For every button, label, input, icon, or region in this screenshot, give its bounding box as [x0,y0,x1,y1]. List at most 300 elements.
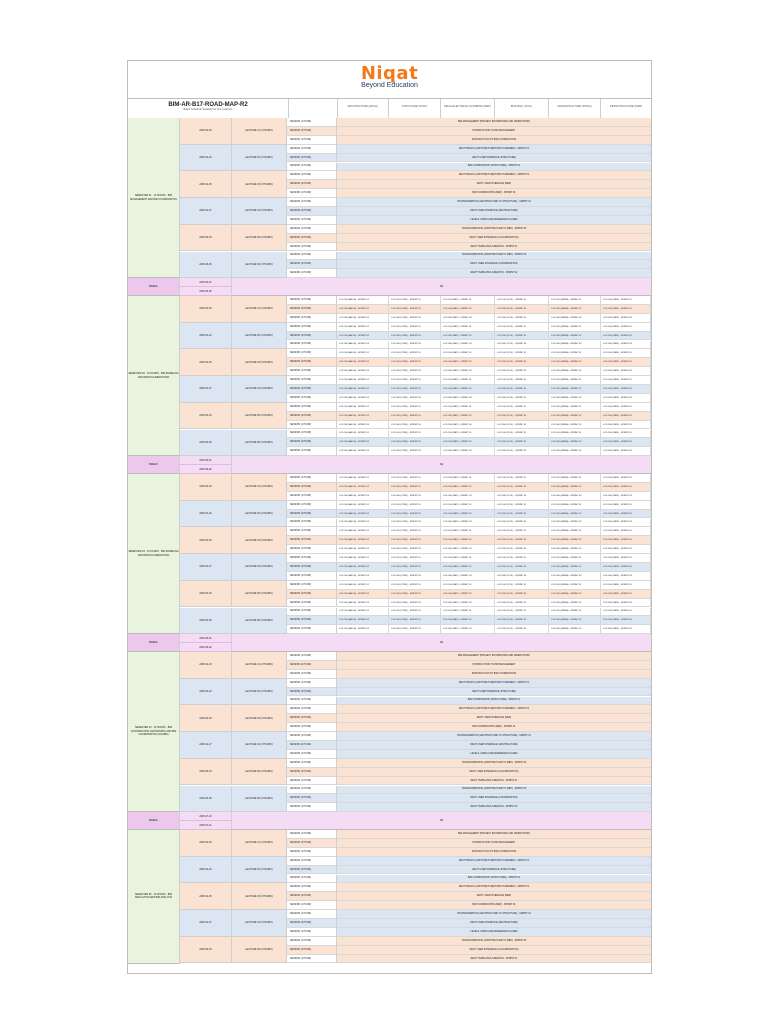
grid-cell: LOD 100 (CIVIL) - SPRINT 01 [495,376,549,385]
lecture-label: LECTURE 01 (3 HOURS) [232,296,287,323]
grid-cell: LOD 100 (CIVIL) - SPRINT 01 [495,581,549,590]
grid-cell: LOD 100 (INFRA) - SPRINT 01 [549,581,601,590]
session-topic: BIM COORDINATION (MEP) - SPRINT 01 [337,189,651,198]
session-label: SESSION (2 HOUR) [287,510,337,519]
grid-cell: LOD 100 (CIVIL) - SPRINT 01 [495,349,549,358]
grid-cell: LOD 100 (CIVIL) - SPRINT 01 [495,554,549,563]
grid-cell: LOD 200 (ARCH) - SPRINT 02 [337,563,389,572]
session-topic: REVIT USER INTERFACE (STRUCTURE) [337,866,651,875]
column-header: INFRASTRUCTURE (INFRA) [549,99,601,118]
grid-cell: LOD 300 (MEP) - SPRINT 03 [441,341,495,350]
session-topic: REVIT USER INTERFACE (COLLABORATION) [337,768,651,777]
grid-cell: LOD 200 (INFR) - SPRINT 02 [601,563,651,572]
session-label: SESSION (1 HOUR) [287,670,337,679]
session-label: SESSION (1 HOUR) [287,430,337,439]
session-topic: REVIT BASICS (ARCHITECTURE/STRUCTURE/MEP) - SPRINT 02 [337,705,651,714]
grid-cell: LOD 300 (CIVIL) - SPRINT 03 [495,367,549,376]
grid-cell: LOD 100 (STRU) - SPRINT 01 [389,474,441,483]
roadmap-subtitle: Batch Schedule Suitable For Our Learners [183,108,233,111]
lecture-label: LECTURE 02 (3 HOURS) [232,679,287,706]
grid-cell: LOD 100 (MEP) - SPRINT 01 [441,296,495,305]
session-label: SESSION (1 HOUR) [287,786,337,795]
session-label: SESSION (1 HOUR) [287,216,337,225]
grid-cell: LOD 300 (CIVIL) - SPRINT 03 [495,572,549,581]
grid-cell: LOD 200 (STRU) - SPRINT 02 [389,438,441,447]
break-date: 2025-05-01 [180,456,232,465]
session-topic: REVIT TEMPLATES CREATION - SPRINT 01 [337,777,651,786]
session-label: SESSION (1 HOUR) [287,403,337,412]
session-label: SESSION (1 HOUR) [287,599,337,608]
roadmap-title: BIM-AR-B17-ROAD-MAP-R2 [168,102,248,108]
grid-cell: LOD 100 (INFRA) - SPRINT 01 [549,349,601,358]
column-header: STRUCTURE (STRU) [389,99,441,118]
grid-cell: LOD 300 (MEP) - SPRINT 03 [441,625,495,634]
grid-cell: LOD 200 (MEP) - SPRINT 02 [441,483,495,492]
grid-cell: LOD 300 (MEP) - SPRINT 03 [441,492,495,501]
grid-cell: LOD 200 (ARCH) - SPRINT 02 [337,412,389,421]
column-header: BUILDING (CIVIL) [495,99,549,118]
grid-cell: LOD 300 (CIVIL) - SPRINT 03 [495,394,549,403]
session-label: SESSION (1 HOUR) [287,848,337,857]
session-topic: BIM MANAGEMENT (PROJECT INFORMATION AND ORIENTATION) [337,652,651,661]
column-header: ARCHITECTURE (ARCH) [337,99,389,118]
session-label: SESSION (2 HOUR) [287,919,337,928]
session-topic: REVIT BASICS (ARCHITECTURE/STRUCTURE/MEP) - SPRINT 02 [337,171,651,180]
lecture-date: 2025-02-18 [180,296,232,323]
grid-cell: LOD 200 (CIVIL) - SPRINT 02 [495,563,549,572]
grid-cell: LOD 200 (MEP) - SPRINT 02 [441,563,495,572]
grid-cell: LOD 100 (CIVIL) - SPRINT 01 [495,608,549,617]
break-date: 2025-03-27 [180,278,232,287]
session-label: SESSION (1 HOUR) [287,519,337,528]
grid-cell: LOD 200 (INFR) - SPRINT 02 [601,536,651,545]
session-label: SESSION (1 HOUR) [287,527,337,536]
grid-cell: LOD 200 (STRU) - SPRINT 02 [389,483,441,492]
session-topic: TRANSFORMATION (ARCHITECTURE TO MEP) - SPRINT 03 [337,786,651,795]
session-label: SESSION (1 HOUR) [287,225,337,234]
session-label: SESSION (1 HOUR) [287,341,337,350]
grid-cell: LOD 200 (INFRA) - SPRINT 02 [549,510,601,519]
lecture-label: LECTURE 05 (3 HOURS) [232,403,287,430]
grid-cell: LOD 200 (INFRA) - SPRINT 02 [549,483,601,492]
break-label: BREAK [128,278,180,296]
session-topic: REVIT USER INTERFACE (MEP) [337,180,651,189]
grid-cell: LOD 100 (CIVIL) - SPRINT 01 [495,403,549,412]
grid-cell: LOD 200 (CIVIL) - SPRINT 02 [495,305,549,314]
grid-cell: LOD 200 (STRU) - SPRINT 02 [389,616,441,625]
session-label: SESSION (1 HOUR) [287,928,337,937]
session-label: SESSION (1 HOUR) [287,857,337,866]
session-label: SESSION (1 HOUR) [287,349,337,358]
lecture-label: LECTURE 01 (3 HOURS) [232,830,287,857]
session-label: SESSION (2 HOUR) [287,714,337,723]
session-label: SESSION (1 HOUR) [287,323,337,332]
break-date: 2025-06-01 [180,634,232,643]
lecture-label: LECTURE 02 (3 HOURS) [232,857,287,884]
table-header [128,98,651,119]
column-header: MECH ELECTRICAL PLUMBING (MEP) [441,99,495,118]
grid-cell: LOD 100 (STRU) - SPRINT 01 [389,554,441,563]
break-date: 2025-05-02 [180,465,232,474]
lecture-label: LECTURE 04 (3 HOURS) [232,554,287,581]
grid-cell: LOD 100 (ARCH) - SPRINT 01 [337,608,389,617]
lecture-date: 2025-02-25 [180,171,232,198]
grid-cell: LOD 200 (MEP) - SPRINT 02 [441,510,495,519]
session-topic: REVIT USER INTERFACE (COORDINATION) [337,260,651,269]
break-label: BREAK [128,456,180,474]
lecture-date: 2025-03-06 [180,430,232,457]
grid-cell: LOD 200 (CIVIL) - SPRINT 02 [495,510,549,519]
session-label: SESSION (2 HOUR) [287,180,337,189]
grid-cell: LOD 300 (INFRA) - SPRINT 03 [549,519,601,528]
grid-cell: LOD 200 (INFR) - SPRINT 02 [601,305,651,314]
grid-cell: LOD 200 (INFRA) - SPRINT 02 [549,412,601,421]
grid-cell: LOD 100 (ARCH) - SPRINT 01 [337,581,389,590]
grid-cell: LOD 200 (CIVIL) - SPRINT 02 [495,590,549,599]
break-label: BREAK [128,812,180,830]
grid-cell: LOD 300 (STRU) - SPRINT 03 [389,572,441,581]
session-topic: REVIT USER INTERFACE (STRUCTURE) [337,688,651,697]
grid-cell: LOD 200 (INFR) - SPRINT 02 [601,358,651,367]
session-label: SESSION (2 HOUR) [287,536,337,545]
session-topic: INTRODUCTION TO BIM COORDINATION [337,848,651,857]
session-label: SESSION (1 HOUR) [287,136,337,145]
session-topic: TRANSFORMATION (ARCHITECTURE TO MEP) - SPRINT 02 [337,937,651,946]
grid-cell: LOD 100 (STRU) - SPRINT 01 [389,430,441,439]
lecture-label: LECTURE 06 (3 HOURS) [232,786,287,813]
grid-cell: LOD 200 (INFRA) - SPRINT 02 [549,590,601,599]
grid-cell: LOD 200 (ARCH) - SPRINT 02 [337,536,389,545]
grid-cell: LOD 100 (STRU) - SPRINT 01 [389,403,441,412]
grid-cell: LOD 200 (ARCH) - SPRINT 02 [337,483,389,492]
grid-cell: LOD 300 (INFR) - SPRINT 03 [601,572,651,581]
session-label: SESSION (1 HOUR) [287,163,337,172]
grid-cell: LOD 100 (INFRA) - SPRINT 01 [549,296,601,305]
grid-cell: LOD 300 (MEP) - SPRINT 03 [441,314,495,323]
grid-cell: LOD 200 (INFR) - SPRINT 02 [601,510,651,519]
grid-cell: LOD 200 (STRU) - SPRINT 02 [389,563,441,572]
session-topic: REVIT TEMPLATES CREATION - SPRINT 02 [337,803,651,812]
grid-cell: LOD 300 (INFR) - SPRINT 03 [601,545,651,554]
lecture-label: LECTURE 04 (3 HOURS) [232,732,287,759]
lecture-date: 2025-02-18 [180,652,232,679]
grid-cell: LOD 300 (MEP) - SPRINT 03 [441,394,495,403]
lecture-label: LECTURE 06 (3 HOURS) [232,430,287,457]
grid-cell: LOD 300 (MEP) - SPRINT 03 [441,572,495,581]
lecture-date: 2025-02-20 [180,145,232,172]
grid-cell: LOD 300 (STRU) - SPRINT 03 [389,519,441,528]
session-label: SESSION (2 HOUR) [287,234,337,243]
semester-label: SEMESTER 03 · 16 HOURS · BIM MODELING AND BIM DOCUMENTATION [128,474,180,634]
grid-cell: LOD 200 (CIVIL) - SPRINT 02 [495,332,549,341]
session-topic: BIM MANAGEMENT (PROJECT INFORMATION AND ORIENTATION) [337,830,651,839]
session-topic: BIM COORDINATION (STRUCTURE) - SPRINT 01 [337,697,651,706]
lecture-date: 2025-02-25 [180,349,232,376]
roadmap-title-cell [128,99,289,118]
break-date: 2025-03-28 [180,287,232,296]
grid-cell: LOD 300 (INFRA) - SPRINT 03 [549,545,601,554]
session-topic: REVIT USER INTERFACE (COLLABORATION) [337,946,651,955]
grid-cell: LOD 300 (STRU) - SPRINT 03 [389,492,441,501]
break-label: BREAK [128,634,180,652]
grid-cell: LOD 300 (INFRA) - SPRINT 03 [549,625,601,634]
grid-cell: LOD 100 (INFRA) - SPRINT 01 [549,608,601,617]
grid-cell: LOD 100 (CIVIL) - SPRINT 01 [495,474,549,483]
lecture-date: 2025-02-18 [180,118,232,145]
lecture-label: LECTURE 03 (3 HOURS) [232,171,287,198]
session-topic: INTRODUCTION TO BIM MANAGEMENT [337,839,651,848]
grid-cell: LOD 300 (CIVIL) - SPRINT 03 [495,599,549,608]
lecture-label: LECTURE 04 (3 HOURS) [232,376,287,403]
session-topic: REVIT BASICS (ARCHITECTURE/STRUCTURE/MEP) - SPRINT 02 [337,883,651,892]
session-label: SESSION (1 HOUR) [287,803,337,812]
grid-cell: LOD 300 (STRU) - SPRINT 03 [389,625,441,634]
session-label: SESSION (2 HOUR) [287,127,337,136]
session-topic: REVIT USER INTERFACE (ARCHITECTURE) [337,741,651,750]
grid-cell: LOD 100 (ARCH) - SPRINT 01 [337,527,389,536]
grid-cell: LOD 200 (STRU) - SPRINT 02 [389,590,441,599]
grid-cell: LOD 300 (ARCH) - SPRINT 03 [337,394,389,403]
lecture-date: 2025-02-20 [180,857,232,884]
session-topic: INTRODUCTION TO BIM COORDINATION [337,670,651,679]
brand-name: Niqat [360,63,419,84]
session-label: SESSION (1 HOUR) [287,171,337,180]
grid-cell: LOD 100 (STRU) - SPRINT 01 [389,581,441,590]
grid-cell: LOD 100 (ARCH) - SPRINT 01 [337,430,389,439]
session-label: SESSION (2 HOUR) [287,688,337,697]
grid-cell: LOD 200 (MEP) - SPRINT 02 [441,305,495,314]
session-label: SESSION (1 HOUR) [287,252,337,261]
session-label: SESSION (1 HOUR) [287,705,337,714]
session-topic: REVIT USER INTERFACE (STRUCTURE) [337,154,651,163]
lecture-label: LECTURE 02 (3 HOURS) [232,323,287,350]
grid-cell: LOD 100 (MEP) - SPRINT 01 [441,323,495,332]
session-label: SESSION (1 HOUR) [287,198,337,207]
break-date: 2025-07-21 [180,821,232,830]
column-header: INFRASTRUCTURE (INFR) [609,105,643,108]
grid-cell: LOD 300 (INFRA) - SPRINT 03 [549,314,601,323]
grid-cell: LOD 300 (MEP) - SPRINT 03 [441,519,495,528]
grid-cell: LOD 300 (CIVIL) - SPRINT 03 [495,314,549,323]
session-topic: REVIT TEMPLATES CREATION - SPRINT 02 [337,269,651,278]
grid-cell: LOD 200 (INFR) - SPRINT 02 [601,438,651,447]
session-label: SESSION (2 HOUR) [287,438,337,447]
grid-cell: LOD 100 (STRU) - SPRINT 01 [389,608,441,617]
grid-cell: LOD 100 (ARCH) - SPRINT 01 [337,501,389,510]
session-label: SESSION (1 HOUR) [287,394,337,403]
grid-cell: LOD 100 (INFRA) - SPRINT 01 [549,403,601,412]
session-label: SESSION (2 HOUR) [287,839,337,848]
session-label: SESSION (2 HOUR) [287,154,337,163]
grid-cell: LOD 200 (STRU) - SPRINT 02 [389,412,441,421]
grid-cell: LOD 100 (ARCH) - SPRINT 01 [337,403,389,412]
lecture-date: 2025-02-18 [180,474,232,501]
session-label: SESSION (2 HOUR) [287,385,337,394]
lecture-label: LECTURE 01 (3 HOURS) [232,652,287,679]
session-topic: BIM COORDINATION (STRUCTURE) - SPRINT 01 [337,875,651,884]
grid-cell: LOD 200 (INFRA) - SPRINT 02 [549,616,601,625]
session-label: SESSION (1 HOUR) [287,777,337,786]
session-topic: INTRODUCTION TO BIM COORDINATION [337,136,651,145]
lecture-label: LECTURE 02 (3 HOURS) [232,501,287,528]
lecture-date: 2025-02-25 [180,527,232,554]
lecture-date: 2025-03-04 [180,403,232,430]
grid-cell: LOD 100 (INFRA) - SPRINT 01 [549,474,601,483]
session-topic: TRANSFORMATION (ARCHITECTURE TO MEP) - SPRINT 02 [337,759,651,768]
session-label: SESSION (1 HOUR) [287,545,337,554]
session-topic: LEVELS, GRIDS AND REFERENCE PLANES [337,750,651,759]
grid-cell: LOD 300 (INFR) - SPRINT 03 [601,625,651,634]
grid-cell: LOD 100 (INFR) - SPRINT 01 [601,501,651,510]
grid-cell: LOD 100 (STRU) - SPRINT 01 [389,527,441,536]
session-topic: INTRODUCTION TO BIM MANAGEMENT [337,661,651,670]
lecture-date: 2025-02-20 [180,323,232,350]
session-label: SESSION (1 HOUR) [287,447,337,456]
grid-cell: LOD 200 (ARCH) - SPRINT 02 [337,510,389,519]
session-label: SESSION (1 HOUR) [287,937,337,946]
grid-cell: LOD 100 (STRU) - SPRINT 01 [389,323,441,332]
grid-cell: LOD 100 (INFRA) - SPRINT 01 [549,527,601,536]
session-label: SESSION (2 HOUR) [287,358,337,367]
session-label: SESSION (2 HOUR) [287,866,337,875]
grid-cell: LOD 300 (ARCH) - SPRINT 03 [337,341,389,350]
grid-cell: LOD 300 (STRU) - SPRINT 03 [389,314,441,323]
lecture-date: 2025-02-18 [180,830,232,857]
session-label: SESSION (1 HOUR) [287,955,337,964]
lecture-date: 2025-02-27 [180,198,232,225]
lecture-label: LECTURE 06 (3 HOURS) [232,252,287,279]
grid-cell: LOD 200 (ARCH) - SPRINT 02 [337,332,389,341]
grid-cell: LOD 300 (MEP) - SPRINT 03 [441,545,495,554]
grid-cell: LOD 100 (STRU) - SPRINT 01 [389,376,441,385]
grid-cell: LOD 100 (INFR) - SPRINT 01 [601,430,651,439]
grid-cell: LOD 100 (CIVIL) - SPRINT 01 [495,323,549,332]
session-topic: REVIT USER INTERFACE (MEP) [337,714,651,723]
lecture-date: 2025-02-27 [180,554,232,581]
session-label: SESSION (1 HOUR) [287,554,337,563]
grid-cell: LOD 200 (INFRA) - SPRINT 02 [549,438,601,447]
session-topic: REVIT BASICS (ARCHITECTURE/STRUCTURE/MEP) - SPRINT 01 [337,145,651,154]
grid-cell: LOD 100 (MEP) - SPRINT 01 [441,403,495,412]
grid-cell: LOD 200 (CIVIL) - SPRINT 02 [495,616,549,625]
grid-cell: LOD 100 (INFR) - SPRINT 01 [601,376,651,385]
grid-cell: LOD 200 (STRU) - SPRINT 02 [389,536,441,545]
grid-cell: LOD 100 (INFR) - SPRINT 01 [601,323,651,332]
session-label: SESSION (1 HOUR) [287,652,337,661]
session-topic: TRANSFORMATION (ARCHITECTURE TO STRUCTURE) - SPRINT 01 [337,910,651,919]
grid-cell: LOD 200 (MEP) - SPRINT 02 [441,616,495,625]
grid-cell: LOD 300 (INFRA) - SPRINT 03 [549,447,601,456]
session-topic: REVIT USER INTERFACE (COLLABORATION) [337,234,651,243]
grid-cell: LOD 300 (CIVIL) - SPRINT 03 [495,447,549,456]
grid-cell: LOD 300 (STRU) - SPRINT 03 [389,545,441,554]
session-topic: TRANSFORMATION (ARCHITECTURE TO STRUCTURE) - SPRINT 01 [337,198,651,207]
grid-cell: LOD 300 (INFR) - SPRINT 03 [601,367,651,376]
lecture-date: 2025-02-27 [180,732,232,759]
session-topic: REVIT USER INTERFACE (ARCHITECTURE) [337,207,651,216]
session-label: SESSION (2 HOUR) [287,892,337,901]
lecture-date: 2025-02-25 [180,883,232,910]
lecture-label: LECTURE 03 (3 HOURS) [232,883,287,910]
lecture-date: 2025-03-04 [180,581,232,608]
grid-cell: LOD 300 (MEP) - SPRINT 03 [441,421,495,430]
grid-cell: LOD 200 (MEP) - SPRINT 02 [441,385,495,394]
session-label: SESSION (2 HOUR) [287,207,337,216]
session-label: SESSION (2 HOUR) [287,412,337,421]
grid-cell: LOD 100 (CIVIL) - SPRINT 01 [495,501,549,510]
session-topic: TRANSFORMATION (ARCHITECTURE TO MEP) - SPRINT 02 [337,225,651,234]
lecture-label: LECTURE 01 (3 HOURS) [232,118,287,145]
grid-cell: LOD 300 (INFR) - SPRINT 03 [601,394,651,403]
session-label: SESSION (1 HOUR) [287,910,337,919]
semester-label: SEMESTER 05 · 16 HOURS · BIM SIMULATION AND BIM ANALYSIS [128,830,180,964]
grid-cell: LOD 100 (INFR) - SPRINT 01 [601,581,651,590]
grid-cell: LOD 300 (MEP) - SPRINT 03 [441,367,495,376]
grid-cell: LOD 100 (ARCH) - SPRINT 01 [337,323,389,332]
grid-cell: LOD 300 (INFR) - SPRINT 03 [601,314,651,323]
grid-cell: LOD 100 (INFR) - SPRINT 01 [601,403,651,412]
session-label: SESSION (1 HOUR) [287,474,337,483]
session-label: SESSION (1 HOUR) [287,750,337,759]
grid-cell: LOD 200 (INFRA) - SPRINT 02 [549,385,601,394]
lecture-label: LECTURE 02 (3 HOURS) [232,145,287,172]
lecture-label: LECTURE 03 (3 HOURS) [232,705,287,732]
session-label: SESSION (2 HOUR) [287,794,337,803]
grid-cell: LOD 200 (MEP) - SPRINT 02 [441,590,495,599]
grid-cell: LOD 300 (INFRA) - SPRINT 03 [549,599,601,608]
grid-cell: LOD 200 (MEP) - SPRINT 02 [441,438,495,447]
grid-cell: LOD 100 (MEP) - SPRINT 01 [441,376,495,385]
lecture-label: LECTURE 05 (3 HOURS) [232,581,287,608]
brand-tagline: Beyond Education [361,82,418,89]
semester-label: SEMESTER 04 · 16 HOURS · BIM COORDINATION NAVISWORKS AND BIM COORDINATION (SOLIBRI) [128,652,180,812]
session-label: SESSION (1 HOUR) [287,625,337,634]
grid-cell: LOD 200 (INFRA) - SPRINT 02 [549,332,601,341]
grid-cell: LOD 100 (MEP) - SPRINT 01 [441,474,495,483]
grid-cell: LOD 300 (ARCH) - SPRINT 03 [337,492,389,501]
lecture-date: 2025-03-06 [180,608,232,635]
grid-cell: LOD 200 (CIVIL) - SPRINT 02 [495,412,549,421]
session-label: SESSION (1 HOUR) [287,830,337,839]
grid-cell: LOD 300 (INFRA) - SPRINT 03 [549,572,601,581]
grid-cell: LOD 100 (ARCH) - SPRINT 01 [337,554,389,563]
session-label: SESSION (1 HOUR) [287,875,337,884]
break-na: NA [232,812,651,830]
grid-cell: LOD 100 (INFRA) - SPRINT 01 [549,554,601,563]
grid-cell: LOD 300 (ARCH) - SPRINT 03 [337,314,389,323]
grid-cell: LOD 200 (INFR) - SPRINT 02 [601,332,651,341]
session-topic: TRANSFORMATION (ARCHITECTURE TO STRUCTURE) - SPRINT 01 [337,732,651,741]
grid-cell: LOD 100 (INFR) - SPRINT 01 [601,608,651,617]
lecture-date: 2025-02-25 [180,705,232,732]
grid-cell: LOD 300 (STRU) - SPRINT 03 [389,394,441,403]
lecture-date: 2025-02-20 [180,501,232,528]
grid-cell: LOD 100 (CIVIL) - SPRINT 01 [495,527,549,536]
session-label: SESSION (1 HOUR) [287,145,337,154]
grid-cell: LOD 300 (CIVIL) - SPRINT 03 [495,421,549,430]
session-label: SESSION (1 HOUR) [287,759,337,768]
grid-cell: LOD 100 (ARCH) - SPRINT 01 [337,349,389,358]
lecture-date: 2025-03-06 [180,252,232,279]
lecture-label: LECTURE 05 (3 HOURS) [232,759,287,786]
grid-cell: LOD 300 (ARCH) - SPRINT 03 [337,447,389,456]
lecture-label: LECTURE 05 (3 HOURS) [232,937,287,964]
grid-cell: LOD 200 (INFR) - SPRINT 02 [601,385,651,394]
session-label: SESSION (2 HOUR) [287,616,337,625]
session-label: SESSION (1 HOUR) [287,421,337,430]
lecture-label: LECTURE 04 (3 HOURS) [232,198,287,225]
grid-cell: LOD 200 (ARCH) - SPRINT 02 [337,385,389,394]
